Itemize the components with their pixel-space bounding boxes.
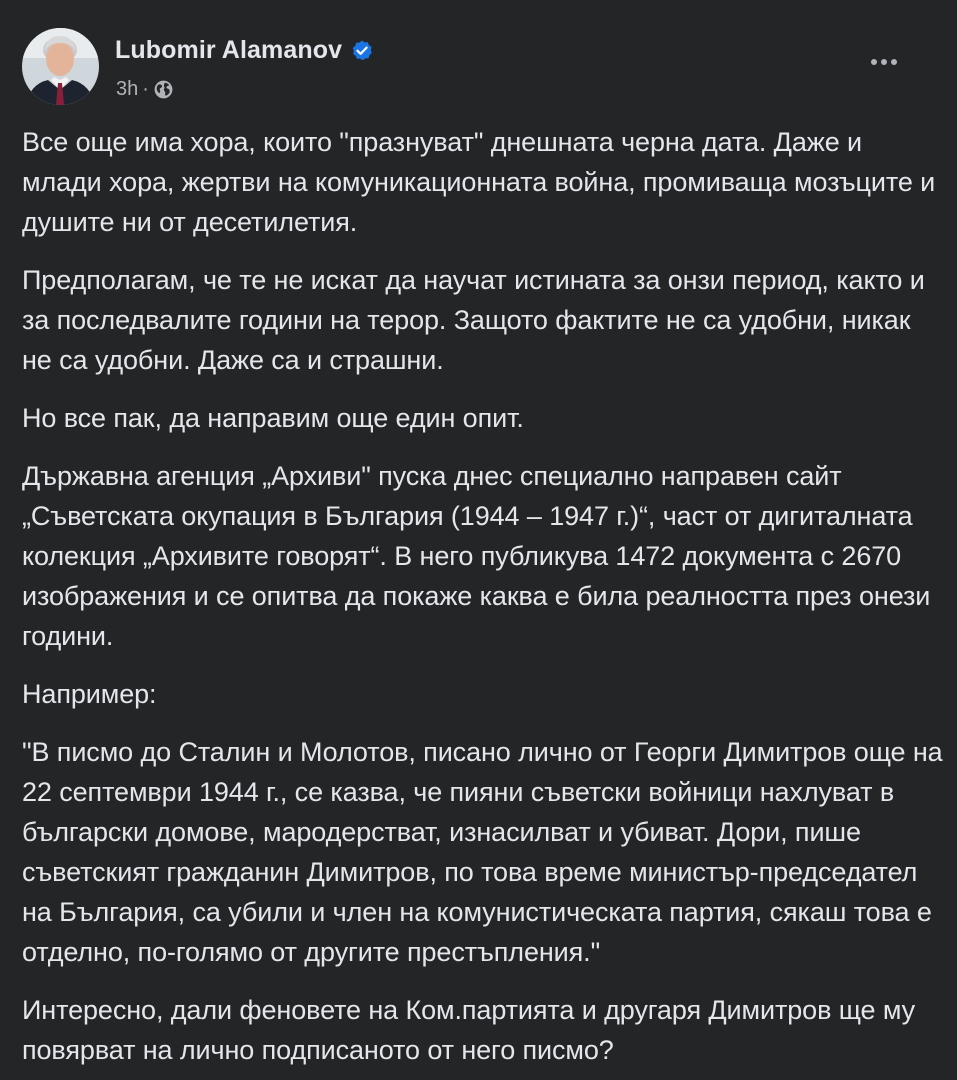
- profile-photo-icon: [22, 28, 99, 105]
- post-header: [22, 28, 922, 108]
- post-paragraph: Но все пак, да направим още един опит.: [22, 403, 524, 433]
- more-options-icon[interactable]: [864, 50, 904, 74]
- more-dot: [891, 59, 897, 65]
- verified-badge-icon: [350, 39, 374, 63]
- post-meta: [116, 78, 174, 101]
- more-dot: [881, 59, 887, 65]
- meta-separator: ·: [142, 78, 149, 100]
- post-paragraph: Предполагам, че те не искат да научат истината за онзи период, както и за последвалите години на терор. Защото фактите не са удобни, никак не са удобни. Даже са и страшни.: [22, 265, 925, 375]
- avatar[interactable]: [22, 28, 99, 105]
- post-paragraph: Държавна агенция „Архиви" пуска днес специално направен сайт „Съветската окупация в България (1944 – 1947 г.)“, част от дигиталната колекция „Архивите говорят“. В него публикува 1472 документа с 2670 изображения и се опитва да покаже каква е била реалността през онези години.: [22, 461, 931, 651]
- post-paragraph: Все още има хора, които "празнуват" днешната черна дата. Даже и млади хора, жертви на комуникационната война, промиваща мозъците и душите ни от десетилетия.: [22, 127, 936, 237]
- post-time[interactable]: 3h: [116, 78, 139, 100]
- author-name[interactable]: Lubomir Alamanov: [115, 36, 343, 64]
- globe-icon[interactable]: [153, 79, 174, 100]
- post-text: [22, 122, 947, 1080]
- more-dot: [871, 59, 877, 65]
- author-line: [115, 36, 374, 65]
- post-paragraph: Например:: [22, 679, 157, 709]
- post-paragraph: Интересно, дали феновете на Ком.партията и другаря Димитров ще му повярват на лично подписаното от него писмо?: [22, 995, 916, 1065]
- post-paragraph: "В писмо до Сталин и Молотов, писано лично от Георги Димитров още на 22 септември 1944 г., се казва, че пияни съветски войници нахлуват в български домове, мародерстват, изнасилват и убиват. Дори, пише съветският гражданин Димитров, по това време министър-председател на България, са убили и член на комунистическата партия, сякаш това е отделно, по-голямо от другите престъпления.": [22, 737, 943, 967]
